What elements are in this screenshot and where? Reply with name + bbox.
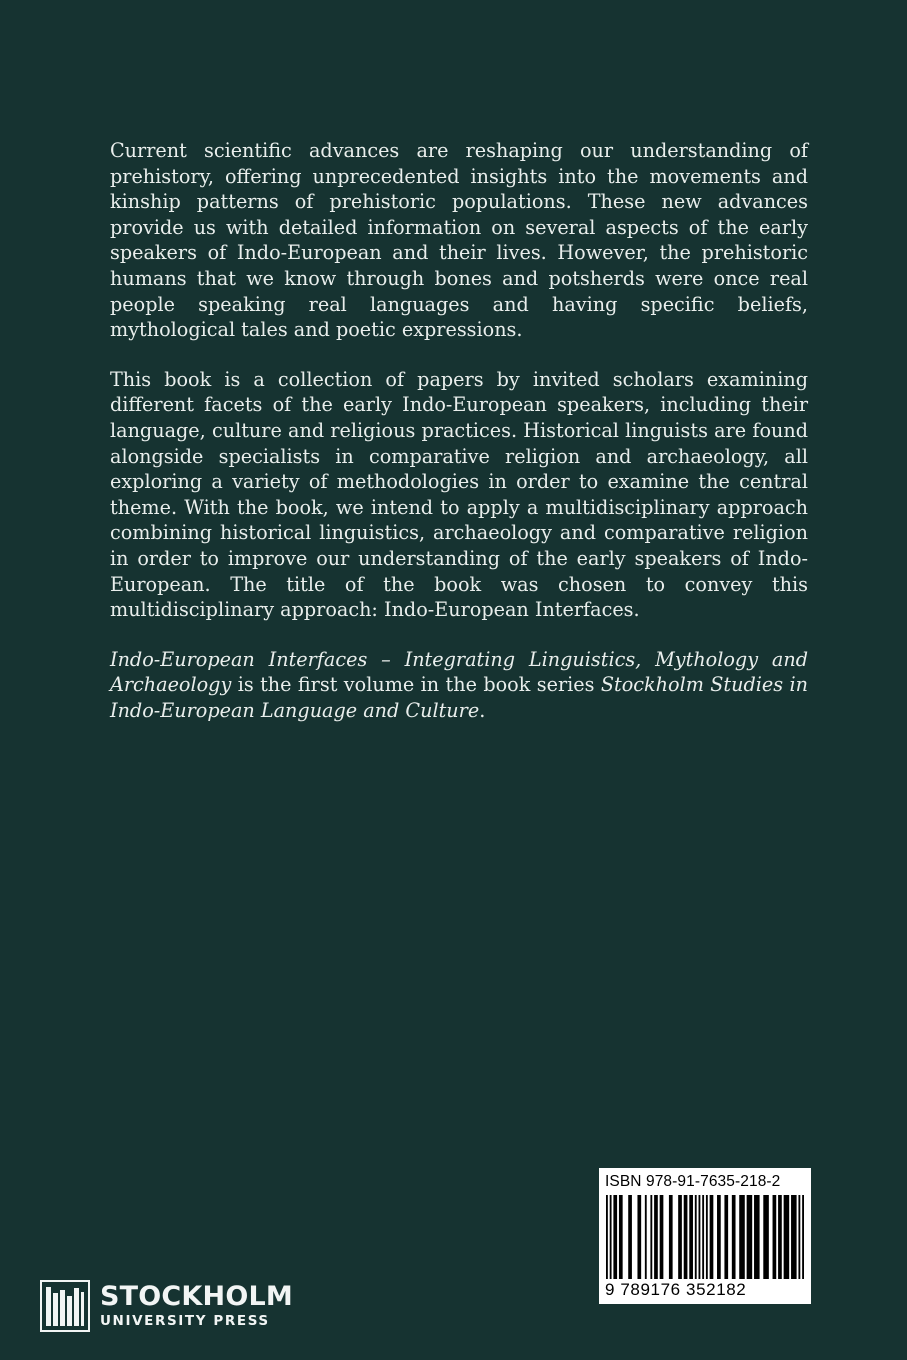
barcode-bar bbox=[628, 1195, 632, 1279]
barcode-bars bbox=[605, 1195, 805, 1281]
barcode-bar bbox=[732, 1195, 736, 1279]
isbn-barcode-box bbox=[599, 1168, 811, 1304]
barcode-bar bbox=[650, 1195, 652, 1279]
barcode-bar bbox=[684, 1195, 688, 1279]
isbn-digits: 9 789176 352182 bbox=[605, 1280, 747, 1299]
barcode-bar bbox=[695, 1195, 697, 1279]
barcode-bar bbox=[747, 1195, 753, 1279]
blurb-paragraph-3-middle: is the first volume in the book series bbox=[231, 673, 601, 697]
barcode-bar bbox=[689, 1195, 693, 1279]
barcode-bar bbox=[802, 1195, 804, 1279]
barcode-bar bbox=[706, 1195, 708, 1279]
barcode-bar bbox=[773, 1195, 777, 1279]
barcode-bar bbox=[619, 1195, 623, 1279]
series-title: Stockholm Studies in Indo-European Language and Culture bbox=[110, 673, 809, 722]
barcode-bar bbox=[717, 1195, 721, 1279]
barcode-bar bbox=[606, 1195, 608, 1279]
blurb-paragraph-2: This book is a collection of papers by invited scholars examining different facets of the early Indo-European speakers, including their language, culture and religious practices. Historical linguists are found alongside specialists in comparative religion and archaeology, all exploring a variety of methodologies in order to examine the central theme. With the book, we intend to apply a multidisciplinary approach combining historical linguistics, archaeology and comparative religion in order to improve our understanding of the early speakers of Indo-European. The title of the book was chosen to convey this multidisciplinary approach: Indo-European Interfaces. bbox=[110, 367, 808, 622]
barcode-bar bbox=[610, 1195, 612, 1279]
barcode-bar bbox=[669, 1195, 673, 1279]
barcode-bar bbox=[637, 1195, 641, 1279]
book-title: Indo-European Interfaces – Integrating Linguistics, Mythology and Archaeology bbox=[110, 647, 808, 697]
blurb-paragraph-3 bbox=[110, 647, 808, 724]
barcode-bar bbox=[660, 1195, 664, 1279]
barcode-bar bbox=[763, 1195, 769, 1279]
publisher-brand bbox=[40, 1280, 293, 1332]
barcode-bar bbox=[645, 1195, 647, 1279]
barcode-bar bbox=[724, 1195, 728, 1279]
barcode-bar bbox=[754, 1195, 760, 1279]
blurb-paragraph-3-end: . bbox=[479, 698, 486, 722]
isbn-label: ISBN 978-91-7635-218-2 bbox=[605, 1173, 781, 1190]
barcode-bar bbox=[739, 1195, 745, 1279]
barcode-bar bbox=[710, 1195, 714, 1279]
publisher-subtitle: UNIVERSITY PRESS bbox=[100, 1312, 270, 1329]
barcode-bar bbox=[613, 1195, 617, 1279]
blurb-paragraph-1: Current scientific advances are reshaping our understanding of prehistory, offering unprecedented insights into the movements and kinship patterns of prehistoric populations. These new advances provide us with detailed information on several aspects of the early speakers of Indo-European and their lives. However, the prehistoric humans that we know through bones and potsherds were once real people speaking real languages and having specific beliefs, mythological tales and poetic expressions. bbox=[110, 139, 808, 342]
barcode-bar bbox=[791, 1195, 797, 1279]
barcode-bar bbox=[702, 1195, 704, 1279]
stockholm-university-press-logo-icon bbox=[40, 1280, 90, 1332]
barcode-bar bbox=[699, 1195, 701, 1279]
barcode-bar bbox=[784, 1195, 790, 1279]
barcode-bar bbox=[798, 1195, 800, 1279]
publisher-name: STOCKHOLM bbox=[100, 1280, 293, 1312]
barcode-bar bbox=[778, 1195, 782, 1279]
barcode-bar bbox=[678, 1195, 682, 1279]
barcode-bar bbox=[654, 1195, 658, 1279]
back-cover-blurb bbox=[110, 138, 808, 747]
